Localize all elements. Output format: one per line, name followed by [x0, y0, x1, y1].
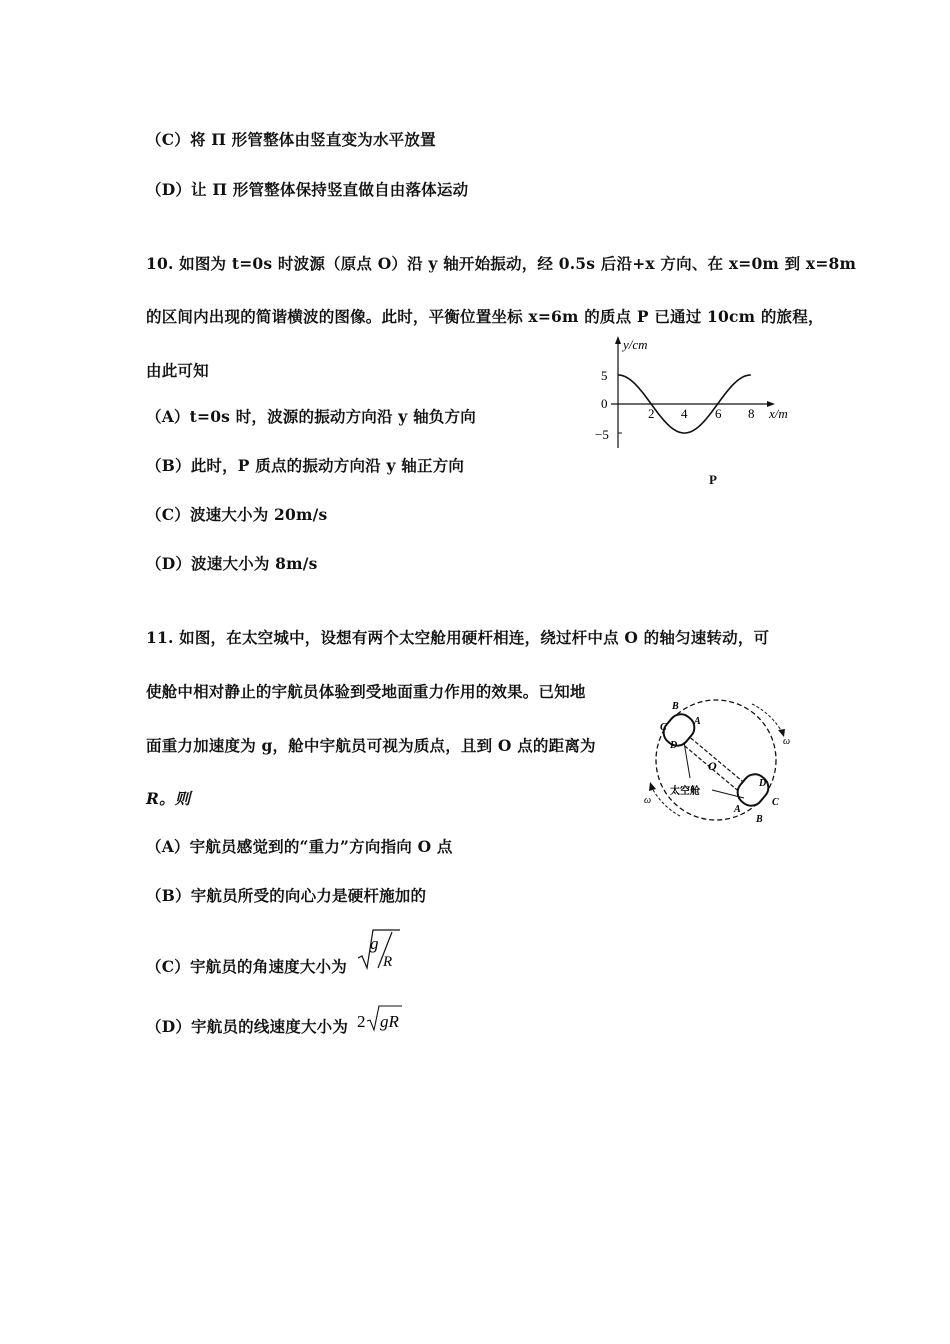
space-station-figure — [640, 690, 790, 830]
option-text: 将 Π 形管整体由竖直变为水平放置 — [189, 130, 436, 149]
q10-stem-line2: 的区间内出现的简谐横波的图像。此时，平衡位置坐标 x=6m 的质点 P 已通过 10cm 的旅程， — [146, 307, 824, 326]
formula-numerator: g — [370, 934, 379, 953]
y-tick-neg5: −5 — [595, 427, 609, 442]
q10-option-d — [146, 552, 318, 574]
q10-stem-line1: 10. 如图为 t=0s 时波源（原点 O）沿 y 轴开始振动，经 0.5s 后沿+x 方向、在 x=0m 到 x=8m — [146, 254, 857, 273]
letter-bottom-b: B — [756, 814, 763, 825]
option-label: （C） — [146, 130, 190, 149]
x-axis-label: x/m — [769, 406, 788, 421]
q11-stem-line2: 使舱中相对静止的宇航员体验到受地面重力作用的效果。已知地 — [146, 682, 586, 701]
q10-option-a — [146, 405, 476, 427]
x-tick-8: 8 — [748, 406, 755, 421]
q11-option-d — [146, 1015, 348, 1037]
option-text: 宇航员所受的向心力是硬杆施加的 — [190, 886, 427, 905]
sqrt-g-over-r-formula — [356, 928, 402, 972]
option-text: t=0s 时，波源的振动方向沿 y 轴负方向 — [189, 407, 476, 426]
letter-bottom-d: D — [759, 778, 767, 789]
wave-graph — [585, 330, 800, 455]
q9-option-d — [146, 178, 468, 200]
x-tick-2: 2 — [648, 406, 655, 421]
letter-bottom-a: A — [734, 804, 741, 815]
rod-line-1 — [686, 734, 748, 786]
letter-bottom-c: C — [772, 797, 779, 808]
q9-option-c — [146, 128, 436, 150]
option-text: 让 Π 形管整体保持竖直做自由落体运动 — [191, 180, 469, 199]
option-text: 波速大小为 20m/s — [189, 505, 328, 524]
option-label: （C） — [146, 957, 190, 976]
formula-denominator: R — [383, 954, 393, 970]
option-text: 宇航员感觉到的“重力”方向指向 O 点 — [189, 837, 453, 856]
q11-stem-line4: R。则 — [146, 789, 191, 808]
formula-radicand: gR — [380, 1012, 399, 1031]
y-tick-0: 0 — [601, 396, 608, 411]
cabin-label: 太空舱 — [670, 786, 700, 797]
arrowhead-bottom — [649, 782, 656, 791]
formula-coefficient: 2 — [357, 1012, 366, 1031]
letter-top-a: A — [694, 716, 701, 727]
omega-label-left: ω — [644, 795, 652, 806]
option-label: （D） — [146, 1017, 192, 1036]
radical-sign — [358, 930, 400, 968]
q10-stem-line3: 由此可知 — [146, 361, 209, 380]
y-tick-5: 5 — [601, 368, 608, 383]
letter-top-b: B — [672, 701, 679, 712]
center-label: O — [708, 759, 717, 773]
q11-stem-line3: 面重力加速度为 g，舱中宇航员可视为质点，且到 O 点的距离为 — [146, 736, 596, 755]
x-tick-6: 6 — [715, 406, 722, 421]
rotation-arrow-top — [752, 704, 782, 732]
q10-option-b — [146, 454, 464, 476]
q11-option-a — [146, 835, 453, 857]
letter-top-d: D — [670, 740, 678, 751]
option-label: （A） — [146, 837, 190, 856]
q11-option-c — [146, 955, 347, 977]
option-text: 宇航员的角速度大小为 — [189, 957, 347, 976]
option-label: （C） — [146, 505, 190, 524]
two-sqrt-gr-formula — [356, 1002, 404, 1034]
option-label: （B） — [146, 886, 191, 905]
option-label: （A） — [146, 407, 190, 426]
letter-top-c: C — [660, 722, 667, 733]
y-axis-arrow — [615, 336, 621, 344]
q10-option-c — [146, 503, 327, 525]
option-label: （D） — [146, 554, 192, 573]
y-axis-label: y/cm — [623, 337, 648, 352]
option-label: （D） — [146, 180, 192, 199]
q11-option-b — [146, 884, 426, 906]
x-tick-4: 4 — [681, 406, 688, 421]
option-text: 宇航员的线速度大小为 — [191, 1017, 349, 1036]
omega-label-right: ω — [783, 736, 790, 747]
point-p-label: P — [709, 472, 717, 487]
q11-stem-line1: 11. 如图，在太空城中，设想有两个太空舱用硬杆相连，绕过杆中点 O 的轴匀速转动，可 — [146, 628, 770, 647]
option-text: 此时，P 质点的振动方向沿 y 轴正方向 — [190, 456, 465, 475]
option-text: 波速大小为 8m/s — [191, 554, 318, 573]
option-label: （B） — [146, 456, 191, 475]
